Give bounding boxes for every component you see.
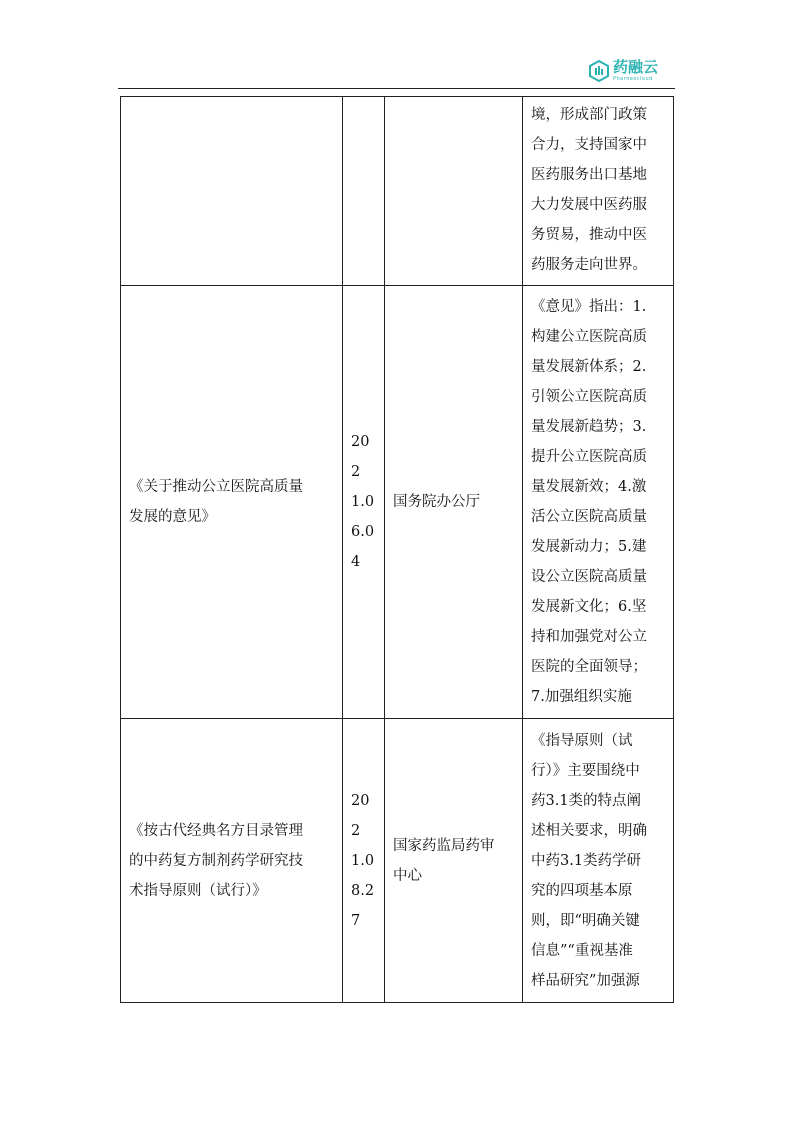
policy-content-cell [523, 97, 674, 286]
policy-name-cell [121, 719, 343, 1003]
policy-content: 《意见》指出：1. 构建公立医院高质 量发展新体系；2. 引领公立医院高质 量发展新趋势；3. 提升公立医院高质 量发展新效；4.激 活公立医院高质量 发展新动力；5.建 设公立医院高质量 发展新文化；6.坚 持和加强党对公立 医院的全面领导； 7.加强组织实施 [531, 299, 647, 705]
table-row [121, 286, 674, 719]
policy-issuer-cell [385, 286, 523, 719]
policy-content-cell [523, 286, 674, 719]
logo-name: 药融云 [613, 58, 659, 76]
policy-content-cell [523, 719, 674, 1003]
policy-name: 《关于推动公立医院高质量 发展的意见》 [129, 479, 303, 525]
policy-content: 《指导原则（试 行）》主要围绕中 药3.1类的特点阐 述相关要求，明确 中药3.1类药学研 究的四项基本原 则，即“明确关键 信息”“重视基准 样品研究”加强源 [531, 732, 647, 989]
policy-date: 202 1.0 8.2 7 [351, 792, 375, 929]
policy-issuer-cell [385, 97, 523, 286]
brand-logo [588, 56, 674, 86]
hexagon-building-icon [588, 60, 610, 82]
policy-date: 202 1.0 6.0 4 [351, 434, 375, 570]
policy-issuer-cell [385, 719, 523, 1003]
policy-date-cell [343, 719, 385, 1003]
policy-content: 境，形成部门政策 合力，支持国家中 医药服务出口基地 大力发展中医药服 务贸易，推动中医 药服务走向世界。 [531, 107, 647, 273]
header-divider [118, 88, 675, 89]
table-row [121, 97, 674, 286]
policy-issuer: 国家药监局药审 中心 [393, 837, 495, 884]
logo-text [613, 60, 658, 82]
policy-name-cell [121, 97, 343, 286]
policy-date-cell [343, 286, 385, 719]
policy-date-cell [343, 97, 385, 286]
logo-subtitle: Pharnexcloud [613, 76, 653, 82]
policy-name-cell [121, 286, 343, 719]
policy-issuer: 国务院办公厅 [393, 494, 480, 510]
policy-name: 《按古代经典名方目录管理 的中药复方制剂药学研究技 术指导原则（试行）》 [129, 822, 303, 899]
policy-table [120, 96, 674, 1003]
table-row [121, 719, 674, 1003]
